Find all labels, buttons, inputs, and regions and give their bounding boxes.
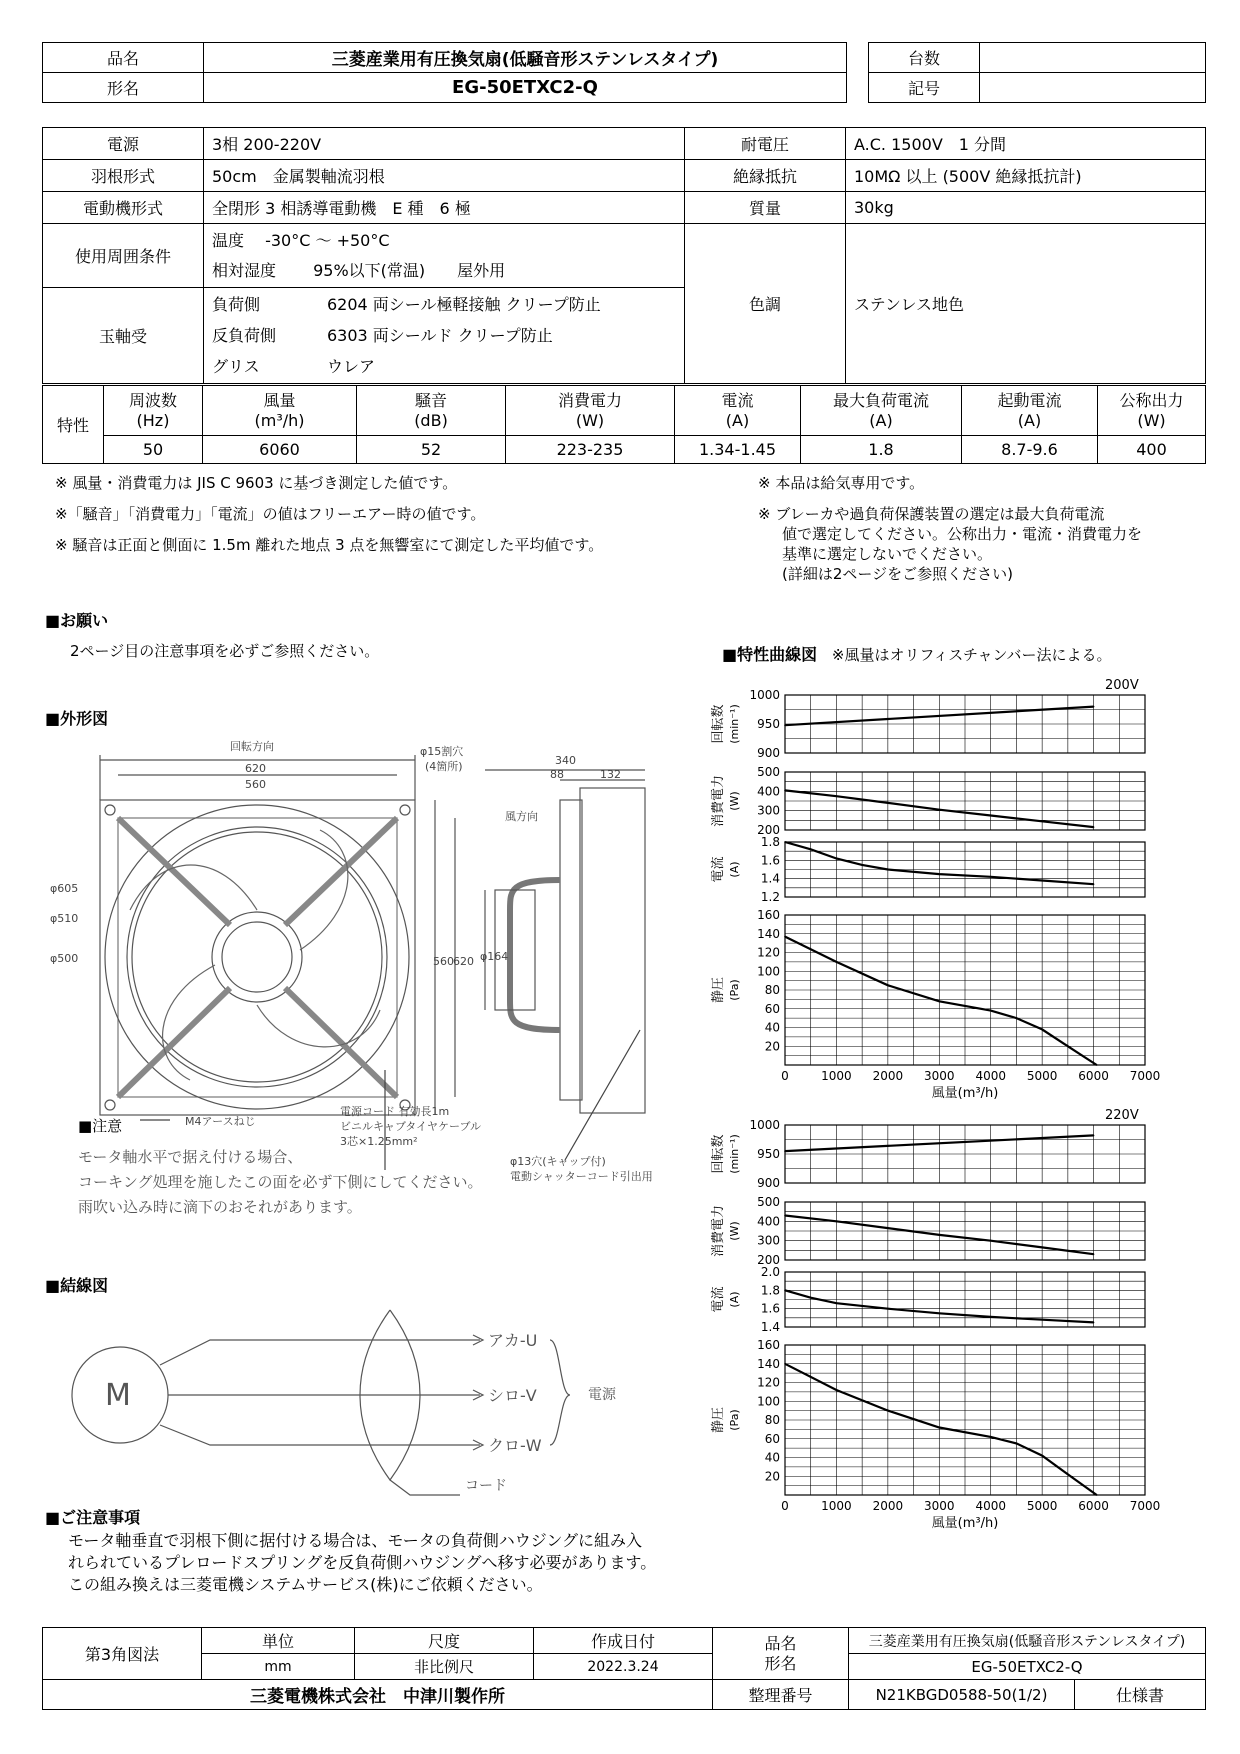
y-tick-label: 80	[764, 1413, 780, 1427]
data-point	[887, 985, 889, 987]
header-unit: (Hz)	[136, 410, 170, 430]
data-point	[836, 1389, 838, 1391]
y-axis-unit: (A)	[728, 1291, 741, 1308]
y-tick-label: 1.4	[760, 1320, 780, 1334]
grease-label: グリス	[212, 357, 260, 376]
header-unit: (dB)	[414, 410, 448, 430]
scale-label: 尺度	[355, 1628, 534, 1654]
side-housing	[580, 788, 645, 1113]
header-name: 起動電流	[997, 390, 1062, 410]
rotation-label: 回転方向	[230, 740, 274, 753]
insulation-label: 絶縁抵抗	[685, 160, 846, 192]
cord-label-3: 3芯×1.25mm²	[340, 1135, 418, 1148]
notes-left	[55, 473, 755, 555]
data-point	[1093, 883, 1095, 885]
data-point	[1096, 1064, 1098, 1066]
data-point	[1067, 1474, 1069, 1476]
data-point	[784, 936, 786, 938]
dim-620-v: 620	[453, 955, 474, 968]
cord-label-1: 電源コード 有効長1m	[340, 1105, 450, 1118]
y-tick-label: 140	[757, 1356, 780, 1371]
data-point	[887, 1227, 889, 1229]
y-tick-label: 40	[764, 1020, 780, 1035]
data-point	[861, 864, 863, 866]
data-point	[836, 961, 838, 963]
series-line	[785, 937, 1097, 1065]
mount-hole	[105, 1100, 115, 1110]
data-point	[784, 841, 786, 843]
y-axis-label: 電流	[711, 1286, 726, 1313]
dim-560: 560	[245, 778, 266, 791]
data-point	[1096, 1494, 1098, 1496]
x-tick-label: 1000	[821, 1069, 852, 1083]
model-value: EG-50ETXC2-Q	[204, 73, 847, 103]
data-point	[836, 858, 838, 860]
voltage-label: 220V	[1105, 1108, 1139, 1123]
scale-value: 非比例尺	[355, 1654, 534, 1680]
date-label: 作成日付	[534, 1628, 713, 1654]
caution-line: れられているプレロードスプリングを反負荷側ハウジングへ移す必要があります。	[68, 1553, 657, 1572]
bearing-label: 玉軸受	[43, 288, 204, 384]
note-line: ※「騒音」「消費電力」「電流」の値はフリーエアー時の値です。	[55, 505, 486, 523]
dim-132: 132	[600, 768, 621, 781]
curve-title: ■特性曲線図	[722, 645, 818, 664]
value-cell: 52	[357, 436, 506, 464]
product-value: 三菱産業用有圧換気扇(低騒音形ステンレスタイプ)	[204, 43, 847, 73]
cord-label: コード	[465, 1478, 507, 1494]
note-line: 値で選定してください。公称出力・電流・消費電力を	[782, 525, 1143, 543]
y-axis-unit: (Pa)	[728, 979, 741, 1001]
x-tick-label: 7000	[1129, 1069, 1161, 1083]
header-name: 風量	[263, 390, 296, 410]
note-line: 基準に選定しないでください。	[782, 545, 993, 563]
y-tick-label: 60	[764, 1431, 780, 1446]
mark-label: 記号	[869, 73, 980, 103]
y-tick-label: 1.6	[760, 853, 780, 868]
cap-label-1: φ13穴(キャップ付)	[510, 1155, 606, 1168]
header-name: 周波数	[128, 390, 177, 410]
value-cell: 50	[104, 436, 203, 464]
x-tick-label: 6000	[1078, 1069, 1109, 1083]
x-tick-label: 0	[781, 1499, 789, 1513]
wiring-title: ■結線図	[45, 1276, 109, 1295]
header-name: 電流	[721, 390, 754, 410]
company: 三菱電機株式会社 中津川製作所	[43, 1680, 713, 1710]
data-point	[938, 1312, 940, 1314]
curve-header	[722, 642, 1111, 665]
y-axis-unit: (W)	[728, 791, 741, 811]
env-label: 使用周囲条件	[43, 224, 204, 288]
wire-label-u: アカ-U	[488, 1331, 538, 1350]
y-tick-label: 1.2	[760, 890, 780, 904]
x-tick-label: 3000	[924, 1069, 955, 1083]
data-point	[887, 1410, 889, 1412]
data-point	[1041, 1319, 1043, 1321]
y-axis-unit: (min⁻¹)	[728, 704, 741, 744]
caution-text	[68, 1530, 656, 1596]
env-temp: 温度 -30°C ～ +50°C	[212, 230, 390, 250]
mass-label: 質量	[685, 192, 846, 224]
data-point	[990, 876, 992, 878]
power-value: 3相 200-220V	[204, 128, 685, 160]
header-unit: (A)	[869, 410, 893, 430]
y-axis-label: 回転数	[711, 1134, 726, 1174]
count-label: 台数	[869, 43, 980, 73]
model-label: 形名	[43, 73, 204, 103]
y-tick-label: 40	[764, 1450, 780, 1465]
motor-value: 全閉形 3 相誘導電動機 E 種 6 極	[204, 192, 685, 224]
outline-caution	[78, 1145, 483, 1220]
data-point	[1067, 1045, 1069, 1047]
dim-560-v: 560	[433, 955, 454, 968]
y-tick-label: 200	[757, 823, 780, 837]
env-humidity: 相対湿度 95%以下(常温) 屋外用	[212, 260, 506, 280]
y-tick-label: 160	[757, 908, 780, 922]
y-tick-label: 120	[757, 945, 780, 960]
data-point	[887, 869, 889, 871]
bearing-load-value: 6204 両シール極軽接触 クリープ防止	[327, 295, 601, 314]
characteristics-label: 特性	[43, 386, 104, 464]
wire-u	[160, 1340, 480, 1365]
ref-label: 整理番号	[713, 1680, 849, 1710]
outline-caution-title: ■注意	[78, 1117, 123, 1135]
x-tick-label: 2000	[872, 1069, 904, 1083]
bearing-load-label: 負荷側	[212, 295, 261, 314]
count-table	[868, 42, 1206, 103]
motor-label: 電動機形式	[43, 192, 204, 224]
y-tick-label: 1.8	[760, 1283, 780, 1298]
spec-table	[42, 127, 1206, 384]
voltage-label: 耐電圧	[685, 128, 846, 160]
data-point	[1041, 1455, 1043, 1457]
request-text: 2ページ目の注意事項を必ずご参照ください。	[70, 642, 380, 660]
y-tick-label: 20	[764, 1469, 780, 1484]
x-tick-label: 6000	[1078, 1499, 1109, 1513]
wiring-diagram	[60, 1295, 660, 1495]
characteristic-curves	[690, 675, 1210, 1531]
data-point	[887, 802, 889, 804]
header-unit: (m³/h)	[254, 410, 305, 430]
data-point	[1093, 1135, 1095, 1137]
y-axis-label: 静圧	[711, 976, 726, 1004]
footer-model-label: 形名	[764, 1653, 797, 1673]
data-point	[938, 809, 940, 811]
note-line: ※ ブレーカや過負荷保護装置の選定は最大負荷電流	[758, 505, 1105, 523]
y-tick-label: 140	[757, 926, 780, 941]
data-point	[938, 1234, 940, 1236]
wire-label-w: クロ-W	[488, 1436, 542, 1455]
dim-340: 340	[555, 754, 576, 767]
note-line: ※ 騒音は正面と側面に 1.5m 離れた地点 3 点を無響室にて測定した平均値です。	[55, 536, 604, 554]
data-point	[938, 1000, 940, 1002]
data-point	[1016, 1443, 1018, 1445]
data-point	[784, 1215, 786, 1217]
y-axis-label: 消費電力	[711, 774, 726, 828]
outline-caution-line: コーキング処理を施したこの面を必ず下側にしてください。	[78, 1173, 483, 1191]
data-point	[1016, 1017, 1018, 1019]
ref-value: N21KBGD0588-50(1/2)	[849, 1680, 1075, 1710]
header-unit: (W)	[1137, 410, 1166, 430]
count-value[interactable]	[980, 43, 1206, 73]
cap-label-2: 電動シャッターコード引出用	[510, 1170, 653, 1183]
outline-title: ■外形図	[45, 709, 109, 728]
y-axis-label: 消費電力	[711, 1204, 726, 1258]
data-point	[938, 1427, 940, 1429]
y-tick-label: 900	[757, 1176, 780, 1190]
data-point	[1041, 880, 1043, 882]
data-point	[1041, 1247, 1043, 1249]
y-tick-label: 1.8	[760, 835, 780, 849]
value-cell: 8.7-9.6	[962, 436, 1098, 464]
y-tick-label: 400	[757, 1214, 780, 1229]
x-tick-label: 7000	[1129, 1499, 1161, 1513]
bearing-antiload-label: 反負荷側	[212, 326, 277, 345]
data-point	[836, 1302, 838, 1304]
x-tick-label: 1000	[821, 1499, 852, 1513]
y-axis-label: 静圧	[711, 1406, 726, 1434]
dim-510: φ510	[50, 912, 79, 925]
y-tick-label: 400	[757, 784, 780, 799]
data-point	[990, 1010, 992, 1012]
data-point	[938, 873, 940, 875]
voltage-value: A.C. 1500V 1 分間	[846, 128, 1206, 160]
hole-count: (4箇所)	[425, 760, 463, 773]
product-label: 品名	[43, 43, 204, 73]
y-tick-label: 1000	[749, 1118, 780, 1132]
header-unit: (A)	[1017, 410, 1042, 430]
side-flange	[560, 800, 582, 1100]
mark-value[interactable]	[980, 73, 1206, 103]
header-name: 最大負荷電流	[832, 390, 929, 410]
voltage-label: 200V	[1105, 678, 1139, 693]
note-line: (詳細は2ページをご参照ください)	[782, 565, 1013, 583]
y-axis-unit: (min⁻¹)	[728, 1134, 741, 1174]
y-tick-label: 160	[757, 1338, 780, 1352]
value-cell: 223-235	[506, 436, 675, 464]
color-value: ステンレス地色	[846, 224, 1206, 384]
x-axis-label: 風量(m³/h)	[931, 1516, 999, 1531]
y-tick-label: 80	[764, 983, 780, 997]
y-tick-label: 1.4	[760, 871, 780, 886]
leader-line	[565, 1030, 640, 1160]
caution-line: この組み換えは三菱電機システムサービス(株)にご依頼ください。	[68, 1575, 543, 1594]
value-cell: 1.8	[801, 436, 962, 464]
dim-88: 88	[550, 768, 564, 781]
y-tick-label: 20	[764, 1039, 780, 1054]
x-axis-label: 風量(m³/h)	[931, 1086, 999, 1101]
data-point	[810, 849, 812, 851]
wind-label: 風方向	[505, 810, 538, 823]
header-unit: (W)	[575, 410, 605, 430]
characteristics-table	[42, 385, 1206, 464]
y-tick-label: 500	[757, 1195, 780, 1209]
header-name: 騒音	[414, 390, 447, 410]
request-title: ■お願い	[45, 611, 109, 630]
y-axis-unit: (W)	[728, 1221, 741, 1241]
value-cell: 6060	[203, 436, 357, 464]
insulation-value: 10MΩ 以上 (500V 絶縁抵抗計)	[846, 160, 1206, 192]
data-point	[990, 1316, 992, 1318]
unit-value: mm	[202, 1654, 355, 1680]
color-label: 色調	[685, 224, 846, 384]
data-point	[1093, 706, 1095, 708]
curve-note: ※風量はオリフィスチャンバー法による。	[831, 646, 1112, 664]
y-tick-label: 100	[757, 1394, 780, 1409]
unit-label: 単位	[202, 1628, 355, 1654]
data-point	[1093, 1322, 1095, 1324]
blade-label: 羽根形式	[43, 160, 204, 192]
motor-label: M	[105, 1378, 131, 1413]
bearing-antiload-value: 6303 両シールド クリープ防止	[327, 326, 553, 345]
data-point	[990, 1240, 992, 1242]
hole-label: φ15割穴	[420, 745, 464, 758]
header-unit: (A)	[725, 410, 750, 430]
data-point	[784, 724, 786, 726]
x-tick-label: 2000	[872, 1499, 904, 1513]
y-tick-label: 60	[764, 1001, 780, 1016]
source-label: 電源	[588, 1387, 616, 1403]
value-cell: 1.34-1.45	[675, 436, 801, 464]
dim-620: 620	[245, 762, 266, 775]
y-tick-label: 1000	[749, 688, 780, 702]
wire-arrows	[473, 1335, 483, 1450]
data-point	[1093, 1253, 1095, 1255]
motor-inner	[222, 922, 292, 992]
note-line: ※ 本品は給気専用です。	[758, 474, 925, 492]
data-point	[784, 1150, 786, 1152]
data-point	[990, 1436, 992, 1438]
grease-value: ウレア	[327, 357, 376, 376]
mount-hole	[400, 805, 410, 815]
dim-605: φ605	[50, 882, 79, 895]
y-tick-label: 300	[757, 1233, 780, 1248]
earth-label: M4アースねじ	[185, 1115, 256, 1128]
data-point	[1041, 1029, 1043, 1031]
header-table	[42, 42, 847, 103]
y-tick-label: 500	[757, 765, 780, 779]
y-tick-label: 950	[757, 1147, 780, 1161]
dim-500: φ500	[50, 952, 79, 965]
blade-value: 50cm 金属製軸流羽根	[204, 160, 685, 192]
y-tick-label: 900	[757, 746, 780, 760]
x-tick-label: 4000	[975, 1499, 1006, 1513]
data-point	[784, 790, 786, 792]
projection: 第3角図法	[43, 1628, 202, 1680]
footer-model-value: EG-50ETXC2-Q	[849, 1654, 1206, 1680]
mass-value: 30kg	[846, 192, 1206, 224]
wire-label-v: シロ-V	[488, 1386, 537, 1405]
caution-line: モータ軸垂直で羽根下側に据付ける場合は、モータの負荷側ハウジングに組み入	[68, 1531, 643, 1550]
y-tick-label: 2.0	[760, 1265, 780, 1279]
date-value: 2022.3.24	[534, 1654, 713, 1680]
x-tick-label: 4000	[975, 1069, 1006, 1083]
data-point	[1093, 826, 1095, 828]
cord-label-2: ビニルキャブタイヤケーブル	[340, 1120, 482, 1133]
data-point	[784, 1363, 786, 1365]
data-point	[990, 815, 992, 817]
y-axis-label: 回転数	[711, 704, 726, 744]
note-line: ※ 風量・消費電力は JIS C 9603 に基づき測定した値です。	[55, 474, 458, 492]
power-label: 電源	[43, 128, 204, 160]
y-tick-label: 950	[757, 717, 780, 731]
y-tick-label: 200	[757, 1253, 780, 1267]
doc-type: 仕様書	[1075, 1680, 1206, 1710]
y-axis-label: 電流	[711, 856, 726, 883]
data-point	[810, 1297, 812, 1299]
footer-product-label: 品名	[764, 1633, 797, 1653]
outline-caution-line: モータ軸水平で据え付ける場合、	[78, 1148, 303, 1166]
header-name: 公称出力	[1119, 390, 1184, 410]
x-tick-label: 3000	[924, 1499, 955, 1513]
y-tick-label: 1.6	[760, 1301, 780, 1316]
outline-caution-line: 雨吹い込み時に滴下のおそれがあります。	[78, 1198, 362, 1216]
footer-product-value: 三菱産業用有圧換気扇(低騒音形ステンレスタイプ)	[849, 1628, 1206, 1654]
data-point	[887, 1308, 889, 1310]
data-point	[784, 1290, 786, 1292]
header-name: 消費電力	[557, 390, 622, 410]
y-tick-label: 300	[757, 803, 780, 818]
wire-w	[160, 1425, 480, 1445]
y-axis-unit: (A)	[728, 861, 741, 878]
data-point	[836, 795, 838, 797]
y-tick-label: 120	[757, 1375, 780, 1390]
notes-right	[758, 473, 1198, 584]
x-tick-label: 0	[781, 1069, 789, 1083]
footer-table	[42, 1627, 1206, 1710]
mount-hole	[105, 805, 115, 815]
dim-164: φ164	[480, 950, 509, 963]
value-cell: 400	[1098, 436, 1206, 464]
arm-lines	[118, 818, 397, 1097]
x-tick-label: 5000	[1026, 1499, 1058, 1513]
data-point	[1041, 821, 1043, 823]
y-tick-label: 100	[757, 964, 780, 979]
y-axis-unit: (Pa)	[728, 1409, 741, 1431]
caution-title: ■ご注意事項	[45, 1508, 141, 1527]
source-brace	[550, 1340, 570, 1445]
data-point	[836, 1221, 838, 1223]
cord-leader	[390, 1480, 460, 1495]
x-tick-label: 5000	[1026, 1069, 1058, 1083]
